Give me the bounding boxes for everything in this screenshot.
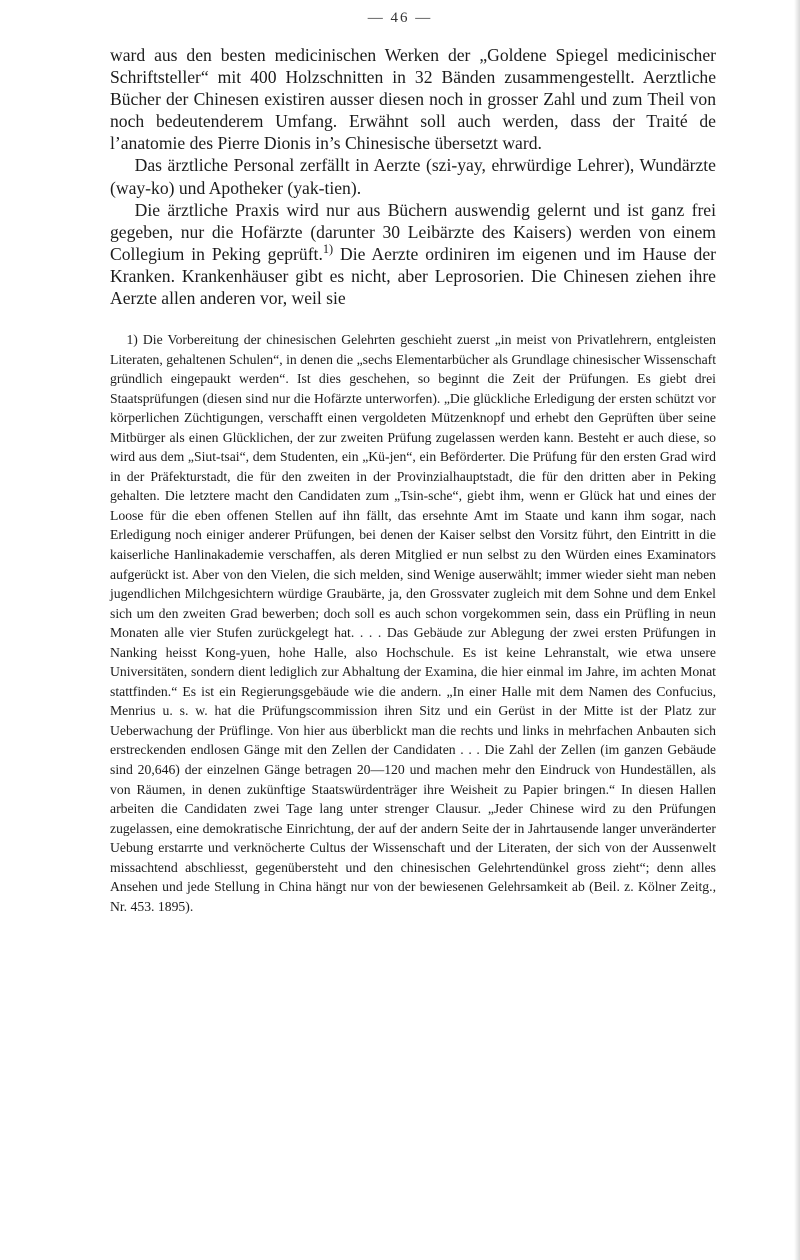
footnote-marker: 1) (126, 332, 138, 347)
paragraph-3-continuation: Die Aerzte ordiniren im eigenen und im Hause der Kranken. Krankenhäuser gibt es nicht, aber Leprosorien. Die Chinesen ziehen ihre Aerzte allen anderen vor, weil sie (110, 243, 717, 309)
page-number: — 46 — (367, 10, 433, 26)
paragraph-3-text: Die ärztliche Praxis wird nur aus Büchern auswendig gelernt und ist ganz frei gegeben, nur die Hofärzte (darunter 30 Leibärzte des Kaisers) werden von einem Collegium in Peking geprüft. (110, 199, 716, 264)
paragraph-2: Das ärztliche Personal zerfällt in Aerzte (szi-yay, ehrwürdige Lehrer), Wundärzte (way-ko) und Apotheker (yak-tien). (110, 155, 716, 198)
footnote-text: Die Vorbereitung der chinesischen Gelehrten geschieht zuerst „in meist von Privatlehrern, entgleisten Literaten, gehaltenen Schulen“, in denen die „sechs Elementarbücher als Grundlage chinesischer Wissenschaft gründlich eingepaukt werden“. Ist dies geschehen, so beginnt die Zeit der Prüfungen. Es giebt drei Staatsprüfungen (diesen sind nur die Hofärzte unterworfen). „Die glückliche Erledigung der ersten schützt vor körperlichen Züchtigungen, verschafft einen vergoldeten Mützenknopf und erhebt den Geprüften über seine Mitbürger als einen Glücklichen, der zur zweiten Prüfung zugelassen werden kann. Besteht er auch diese, so wird aus dem „Siut-tsai“, dem Studenten, ein „Kü-jen“, ein Beförderter. Die Prüfung für den ersten Grad wird in der Präfekturstadt, die für den zweiten in der Provinzialhauptstadt, die für den dritten aber in Peking gehalten. Die letztere macht den Candidaten zum „Tsin-sche“, giebt ihm, wenn er Glück hat und eines der Loose für die eben offenen Stellen auf ihn fällt, das ersehnte Amt im Staate und kann ihm sogar, nach Erledigung noch einiger anderer Prüfungen, bei denen der Kaiser selbst den Vorsitz führt, den Eintritt in die kaiserliche Hanlinakademie verschaffen, als deren Mitglied er nun selbst zu den Würden eines Examinators aufgerückt ist. Aber von den Vielen, die sich melden, sind Wenige auserwählt; immer wieder sieht man neben jugendlichen Milchgesichtern würdige Graubärte, ja, den Grossvater zugleich mit dem Sohne und dem Enkel sich um den zweiten Grad bewerben; doch soll es auch schon vorgekommen sein, dass ein Prüfling in neun Monaten alle vier Stufen zurückgelegt hat. . . . Das Gebäude zur Ablegung der zwei ersten Prüfungen in Nanking heisst Kong-yuen, hohe Halle, also Hochschule. Es ist keine Lehranstalt, wie etwa unsere Universitäten, sondern dient lediglich zur Abhaltung der Examina, die hier einmal im Jahre, im achten Monat stattfinden.“ Es ist ein Regierungsgebäude wie die andern. „In einer Halle mit dem Namen des Confucius, Menrius u. s. w. hat die Prüfungscommission ihren Sitz und ein Gerüst in der Mitte ist der Platz zur Ueberwachung der Prüflinge. Von hier aus überblickt man die rechts und links in mehrfachen Anbauten sich erstreckenden endlosen Gänge mit den Zellen der Candidaten . . . Die Zahl der Zellen (im ganzen Gebäude sind 20,646) der einzelnen Gänge betragen 20—120 und machen mehr den Eindruck von Hundeställen, als von Räumen, in denen zukünftige Staatswürdenträger ihre Weisheit zu Papier bringen.“ In diesen Hallen arbeiten die Candidaten zwei Tage lang unter strenger Clausur. „Jeder Chinese wird zu den Prüfungen zugelassen, eine demokratische Einrichtung, der auf der andern Seite der in Jahrtausende langer unveränderter Uebung erstarrte und verknöcherte Cultus der Wissenschaft und der Literaten, der sich von der Aussenwelt missachtend abschliesst, gegenübersteht und den chinesischen Gelehrtendünkel gross zieht“; denn alles Ansehen und jede Stellung in China hängt nur von der bewiesenen Gelehrsamkeit ab (Beil. z. Kölner Zeitg., Nr. 453. 1895). (110, 332, 716, 914)
paragraph-1: ward aus den besten medicinischen Werken der „Goldene Spiegel medicinischer Schriftsteller“ mit 400 Holzschnitten in 32 Bänden zusammengestellt. Aerztliche Bücher der Chinesen existiren ausser diesen noch in grosser Zahl und zum Theil von noch bedeutenderem Umfang. Erwähnt soll auch werden, dass der Traité de l’anatomie des Pierre Dionis in’s Chinesische übersetzt ward. (110, 45, 716, 154)
footnote-paragraph (110, 330, 716, 916)
page-edge-shadow (794, 0, 800, 1260)
footnote-reference: 1) (322, 241, 334, 256)
paragraph-3 (110, 199, 716, 309)
footnote (110, 330, 716, 916)
main-text (110, 44, 716, 309)
